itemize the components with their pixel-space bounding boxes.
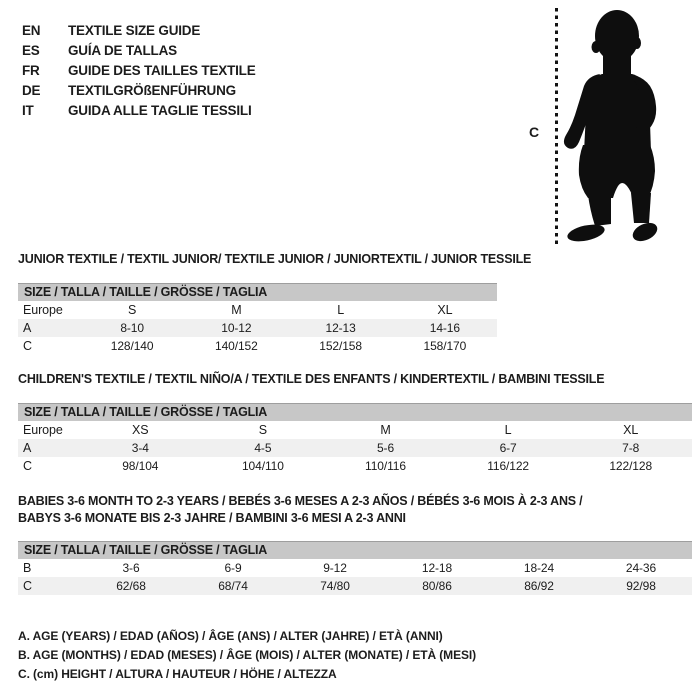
size-cell: 110/116	[365, 459, 406, 473]
size-cell: 12-18	[421, 561, 453, 575]
size-cell: 3-4	[79, 439, 202, 457]
language-list	[22, 21, 256, 121]
size-cell: 18-24	[523, 561, 555, 575]
row-label: C	[23, 459, 32, 473]
footnote: B. AGE (MONTHS) / EDAD (MESES) / ÂGE (MOIS) / ALTER (MONATE) / ETÀ (MESI)	[18, 648, 477, 663]
size-cell: 86/92	[488, 577, 590, 595]
height-measure-label: C	[529, 124, 540, 140]
size-cell: M	[380, 423, 391, 437]
row-label: Europe	[23, 423, 63, 437]
size-cell: 14-16	[393, 319, 497, 337]
language-code: ES	[22, 43, 40, 58]
size-cell: 116/122	[487, 459, 529, 473]
size-cell: 9-12	[323, 561, 347, 575]
size-cell: 98/104	[122, 459, 159, 473]
size-grid	[18, 559, 692, 595]
toddler-silhouette-icon	[560, 5, 664, 249]
language-label: GUIDE DES TAILLES TEXTILE	[68, 63, 256, 78]
language-code: IT	[22, 103, 34, 118]
row-label: C	[23, 339, 32, 353]
size-cell: 3-6	[122, 561, 140, 575]
language-label: GUIDA ALLE TAGLIE TESSILI	[68, 103, 252, 118]
size-cell: 6-9	[224, 561, 242, 575]
language-code: DE	[22, 83, 41, 98]
size-band-header: SIZE / TALLA / TAILLE / GRÖSSE / TAGLIA	[18, 283, 497, 301]
height-dashed-line	[555, 8, 558, 248]
size-cell: L	[504, 423, 512, 437]
size-cell: 122/128	[609, 459, 653, 473]
babies-size-table	[18, 493, 692, 595]
size-cell: 74/80	[284, 577, 386, 595]
table-title: BABIES 3-6 MONTH TO 2-3 YEARS / BEBÉS 3-6 MESES A 2-3 AÑOS / BÉBÉS 3-6 MOIS À 2-3 ANS / BABYS 3-6 MONATE BIS 2-3 JAHRE / BAMBINI 3-6 MESI A 2-3 ANNI	[18, 494, 583, 525]
size-cell: 8-10	[80, 319, 184, 337]
row-label: B	[23, 561, 32, 575]
size-cell: 152/158	[319, 339, 362, 353]
size-cell: M	[231, 303, 242, 317]
size-cell: 80/86	[386, 577, 488, 595]
size-cell: S	[128, 303, 137, 317]
size-cell: 4-5	[202, 439, 325, 457]
size-cell: 158/170	[423, 339, 467, 353]
size-band-header: SIZE / TALLA / TAILLE / GRÖSSE / TAGLIA	[18, 541, 692, 559]
size-cell: 5-6	[324, 439, 447, 457]
size-cell: S	[258, 423, 268, 437]
size-cell: 128/140	[110, 339, 154, 353]
language-label: TEXTILE SIZE GUIDE	[68, 23, 201, 38]
size-cell: XL	[437, 303, 453, 317]
table-title: CHILDREN'S TEXTILE / TEXTIL NIÑO/A / TEXTILE DES ENFANTS / KINDERTEXTIL / BAMBINI TESSILE	[18, 372, 605, 386]
size-cell: XS	[132, 423, 149, 437]
size-grid	[18, 421, 692, 475]
size-cell: 24-36	[625, 561, 657, 575]
row-label: A	[18, 439, 79, 457]
size-cell: 12-13	[289, 319, 393, 337]
language-label: GUÍA DE TALLAS	[68, 43, 177, 58]
row-label: C	[18, 577, 80, 595]
footnote: A. AGE (YEARS) / EDAD (AÑOS) / ÂGE (ANS) / ALTER (JAHRE) / ETÀ (ANNI)	[18, 629, 443, 643]
row-label: A	[18, 319, 80, 337]
size-cell: XL	[623, 423, 639, 437]
size-cell: L	[337, 303, 345, 317]
footnote-legend	[18, 627, 476, 685]
size-cell: 92/98	[590, 577, 692, 595]
size-cell: 62/68	[80, 577, 182, 595]
size-band-header: SIZE / TALLA / TAILLE / GRÖSSE / TAGLIA	[18, 403, 692, 421]
size-cell: 68/74	[182, 577, 284, 595]
size-grid	[18, 301, 497, 355]
footnote: C. (cm) HEIGHT / ALTURA / HAUTEUR / HÖHE / ALTEZZA	[18, 667, 337, 682]
size-cell: 104/110	[241, 459, 284, 473]
language-label: TEXTILGRÖßENFÜHRUNG	[68, 83, 236, 98]
children-size-table	[18, 371, 692, 475]
language-code: FR	[22, 63, 40, 78]
table-title: JUNIOR TEXTILE / TEXTIL JUNIOR/ TEXTILE JUNIOR / JUNIORTEXTIL / JUNIOR TESSILE	[18, 252, 532, 266]
size-cell: 7-8	[569, 439, 692, 457]
size-cell: 140/152	[215, 339, 258, 353]
size-cell: 6-7	[447, 439, 570, 457]
junior-size-table	[18, 251, 532, 355]
row-label: Europe	[23, 303, 63, 317]
language-code: EN	[22, 23, 41, 38]
size-cell: 10-12	[184, 319, 288, 337]
